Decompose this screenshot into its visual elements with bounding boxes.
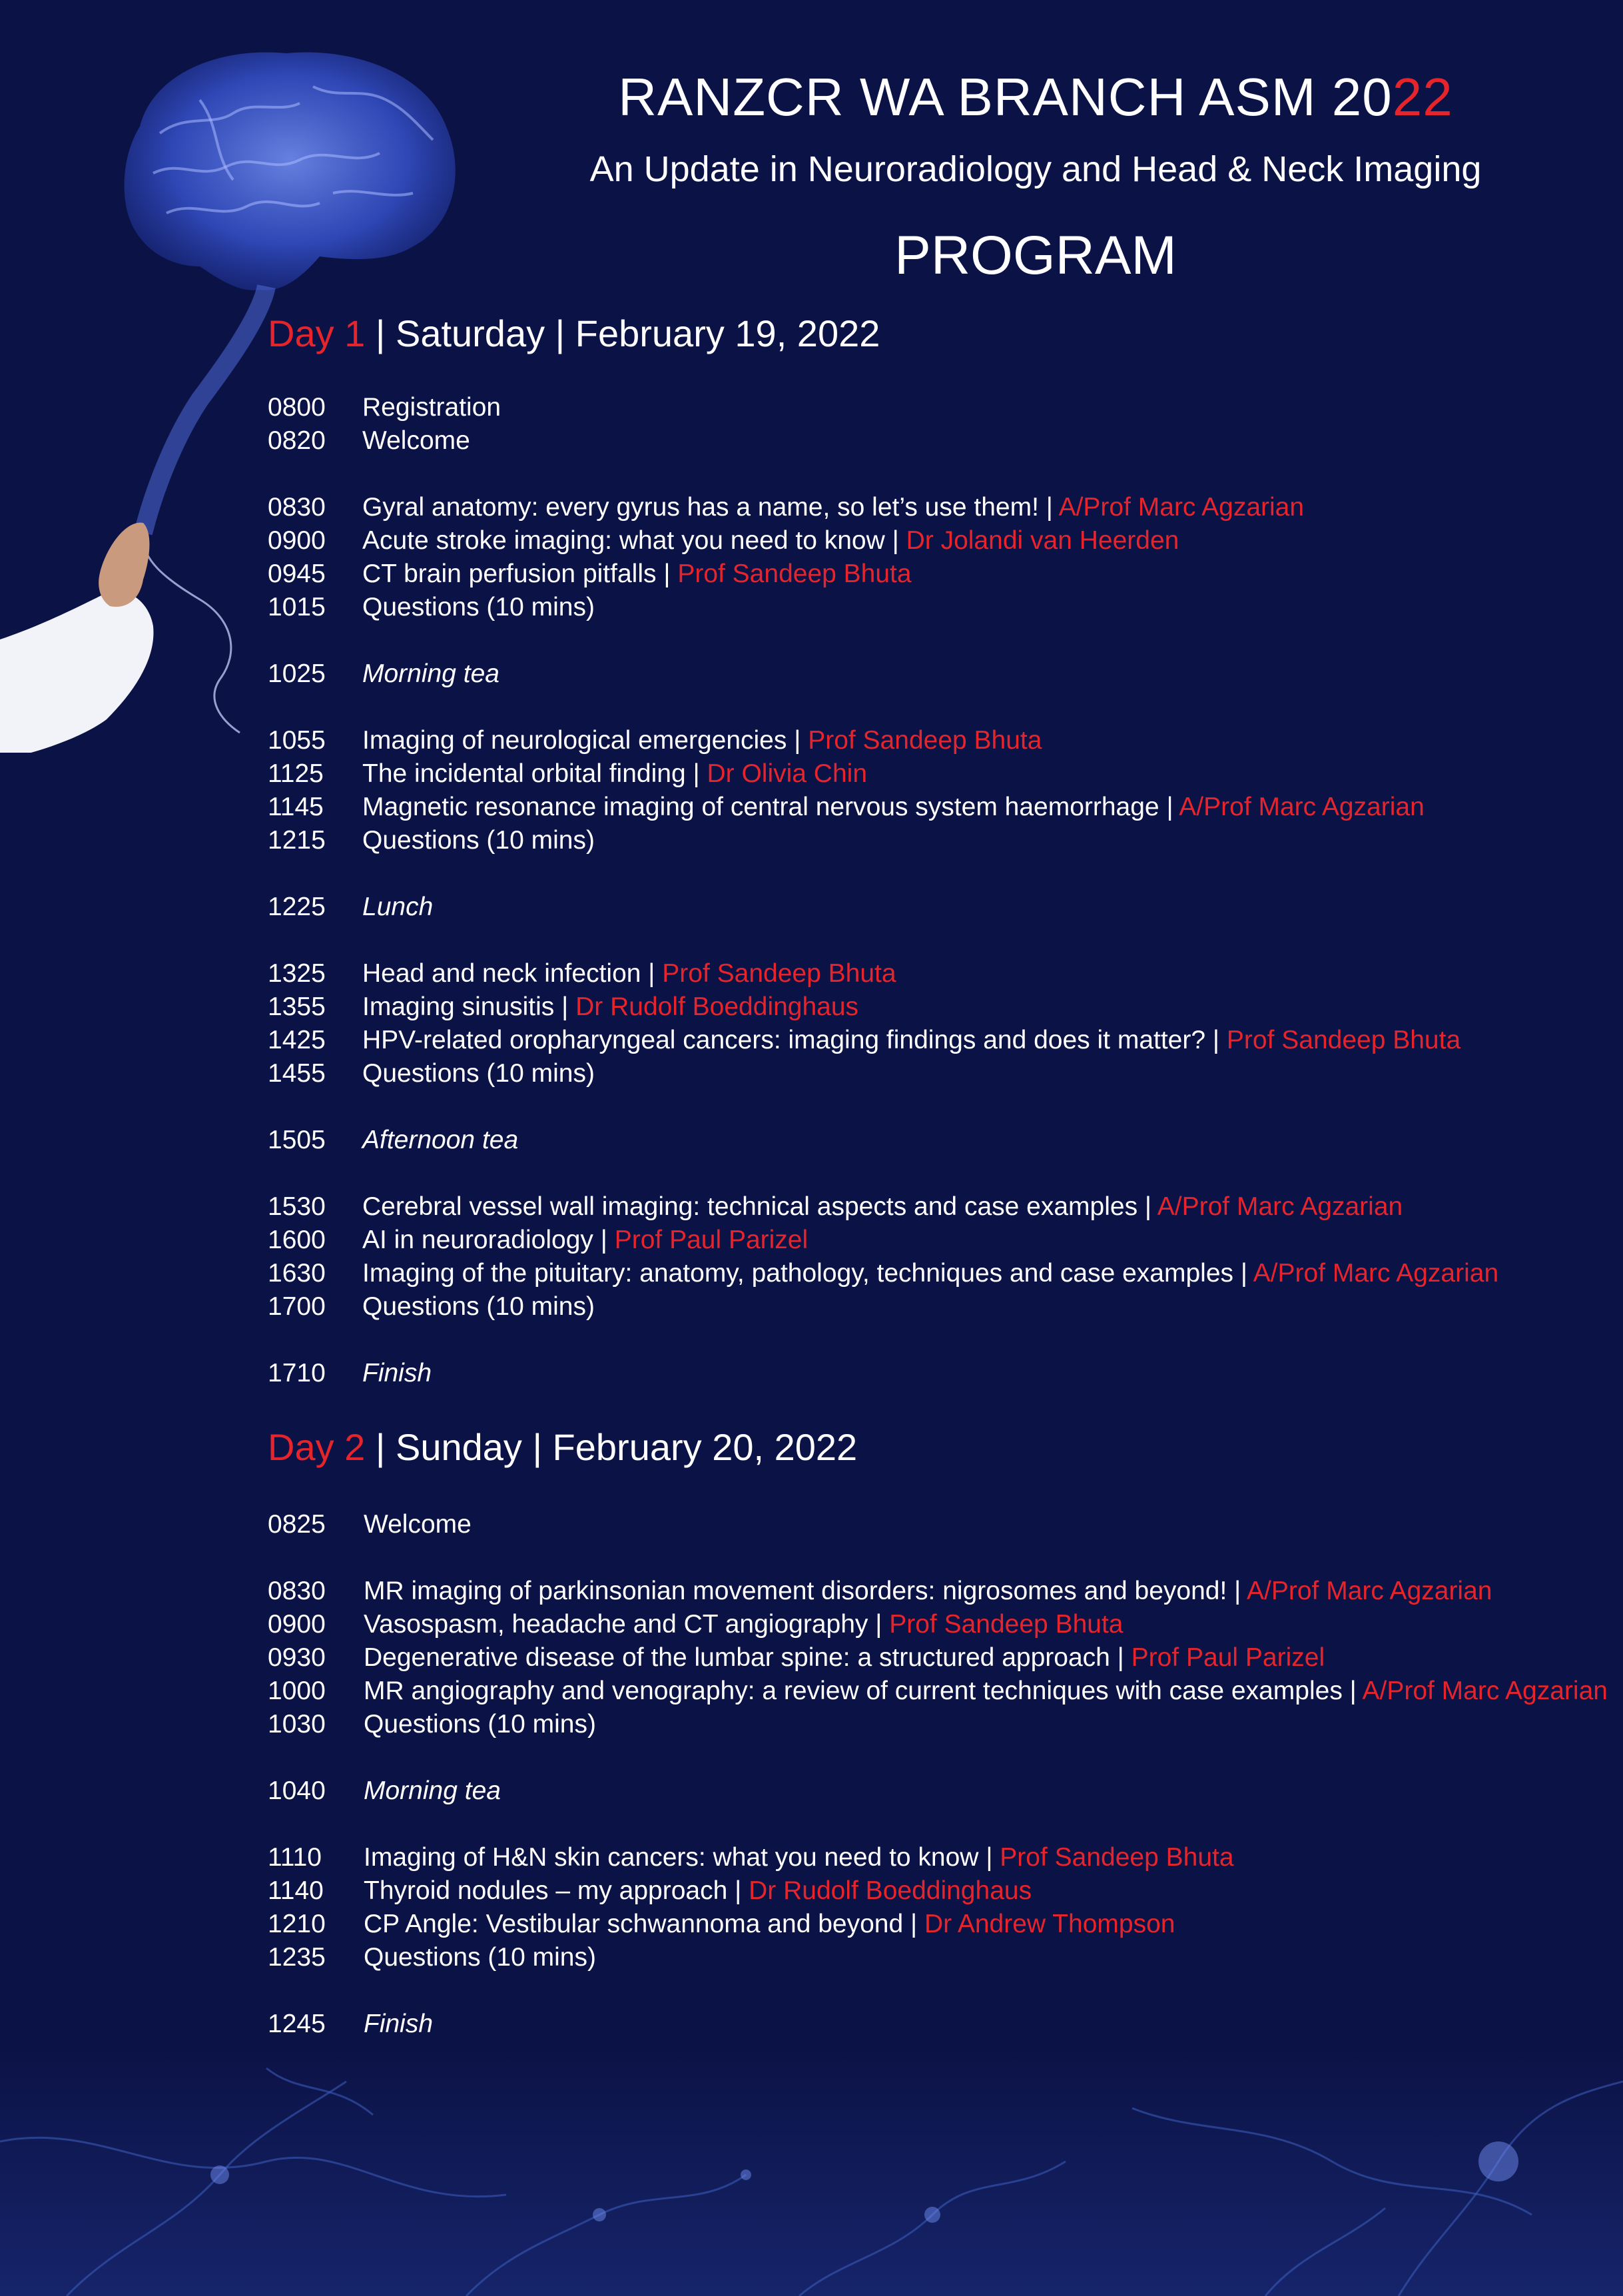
session-time: 1425 (268, 1026, 326, 1054)
session-title: Lunch (362, 893, 434, 921)
event-subtitle: An Update in Neuroradiology and Head & Neck Imaging (589, 149, 1482, 189)
session-time: 1110 (268, 1843, 322, 1872)
speaker-separator: | (554, 992, 576, 1021)
schedule-row (268, 1841, 1620, 1874)
session-title: Finish (364, 2010, 434, 2038)
session-time: 0820 (268, 426, 326, 455)
schedule-row (268, 2008, 1620, 2041)
session-time: 1505 (268, 1126, 326, 1154)
session-title: MR imaging of parkinsonian movement disorders: nigrosomes and beyond! (364, 1577, 1227, 1605)
session-description (362, 424, 470, 458)
session-title: Thyroid nodules – my approach (364, 1876, 728, 1905)
session-time: 1245 (268, 2010, 326, 2038)
session-time: 1600 (268, 1226, 326, 1254)
session-title: Questions (10 mins) (362, 593, 595, 621)
session-description (364, 1508, 472, 1541)
session-speaker: Dr Rudolf Boeddinghaus (575, 992, 859, 1021)
session-title: Questions (10 mins) (364, 1710, 596, 1738)
schedule-row (268, 1024, 1620, 1057)
session-speaker: A/Prof Marc Agzarian (1253, 1259, 1499, 1288)
session-title: Registration (362, 393, 501, 422)
session-description (362, 724, 1042, 757)
speaker-separator: | (1342, 1677, 1363, 1705)
day-2-schedule (268, 1508, 1620, 2041)
session-title: MR angiography and venography: a review of current techniques with case examples (364, 1677, 1343, 1705)
speaker-separator: | (1205, 1026, 1227, 1054)
session-description (362, 1290, 595, 1324)
session-title: AI in neuroradiology (362, 1226, 593, 1254)
session-time: 1455 (268, 1059, 326, 1088)
session-time: 1530 (268, 1192, 326, 1221)
neuron-background (0, 2042, 1623, 2296)
schedule-row (268, 1941, 1620, 1974)
session-speaker: Prof Sandeep Bhuta (889, 1610, 1124, 1639)
speaker-separator: | (685, 759, 707, 788)
day-2-label: Day 2 (268, 1426, 366, 1468)
session-title: Imaging sinusitis (362, 992, 555, 1021)
session-description (364, 1708, 596, 1741)
session-description (362, 824, 595, 857)
session-time: 0900 (268, 1610, 326, 1639)
day-2-date: | Sunday | February 20, 2022 (365, 1426, 858, 1468)
session-speaker: Dr Rudolf Boeddinghaus (749, 1876, 1032, 1905)
session-time: 0825 (268, 1510, 326, 1539)
speaker-separator: | (978, 1843, 1000, 1872)
session-description (362, 591, 595, 624)
day-1-schedule (268, 391, 1620, 1390)
schedule-row (268, 1290, 1620, 1324)
session-time: 1710 (268, 1359, 326, 1387)
session-title: Imaging of the pituitary: anatomy, pathology, techniques and case examples (362, 1259, 1234, 1288)
session-speaker: A/Prof Marc Agzarian (1157, 1192, 1403, 1221)
schedule-row (268, 791, 1620, 824)
session-time: 1630 (268, 1259, 326, 1288)
day-1-date: | Saturday | February 19, 2022 (365, 312, 880, 354)
speaker-separator: | (1137, 1192, 1157, 1221)
program-heading: PROGRAM (894, 225, 1177, 286)
session-speaker: Prof Sandeep Bhuta (1226, 1026, 1461, 1054)
day-1-label: Day 1 (268, 312, 366, 354)
speaker-separator: | (884, 526, 906, 555)
session-speaker: A/Prof Marc Agzarian (1362, 1677, 1608, 1705)
session-title: Afternoon tea (362, 1126, 519, 1154)
session-description (364, 1941, 596, 1974)
speaker-separator: | (656, 560, 678, 588)
session-time: 1040 (268, 1776, 326, 1805)
speaker-separator: | (903, 1910, 924, 1938)
session-title: Head and neck infection (362, 959, 641, 988)
session-description (362, 1224, 808, 1257)
session-time: 0945 (268, 560, 326, 588)
event-title (506, 65, 1565, 129)
session-description (364, 1608, 1124, 1641)
schedule-row (268, 1874, 1620, 1908)
session-title: Questions (10 mins) (362, 826, 595, 855)
session-description (362, 391, 501, 424)
schedule-row (268, 1675, 1620, 1708)
event-title-main: RANZCR WA BRANCH ASM 20 (618, 67, 1393, 127)
schedule-row (268, 1641, 1620, 1675)
schedule-row (268, 1190, 1620, 1224)
session-title: HPV-related oropharyngeal cancers: imaging findings and does it matter? (362, 1026, 1206, 1054)
speaker-separator: | (641, 959, 663, 988)
schedule-row (268, 757, 1620, 791)
session-speaker: Prof Sandeep Bhuta (1000, 1843, 1234, 1872)
session-title: Welcome (364, 1510, 472, 1539)
schedule-row (268, 1608, 1620, 1641)
speaker-separator: | (1110, 1643, 1132, 1672)
session-description (362, 491, 1304, 524)
schedule-row (268, 724, 1620, 757)
session-title: Magnetic resonance imaging of central nervous system haemorrhage (362, 793, 1159, 821)
session-description (362, 1357, 432, 1390)
session-description (364, 1774, 501, 1808)
session-time: 1325 (268, 959, 326, 988)
session-description (364, 1575, 1492, 1608)
speaker-separator: | (1038, 493, 1059, 522)
session-description (362, 657, 499, 691)
session-title: Questions (10 mins) (364, 1943, 596, 1972)
session-title: Finish (362, 1359, 432, 1387)
day-1-heading (268, 310, 880, 357)
session-title: The incidental orbital finding (362, 759, 686, 788)
schedule-row (268, 957, 1620, 990)
schedule-row (268, 657, 1620, 691)
session-description (364, 1874, 1032, 1908)
session-description (362, 957, 896, 990)
session-speaker: A/Prof Marc Agzarian (1058, 493, 1305, 522)
session-speaker: Prof Sandeep Bhuta (808, 726, 1042, 755)
session-time: 1355 (268, 992, 326, 1021)
schedule-row (268, 1575, 1620, 1608)
speaker-separator: | (593, 1226, 615, 1254)
session-description (362, 1024, 1461, 1057)
session-title: Welcome (362, 426, 470, 455)
session-description (364, 1908, 1175, 1941)
session-description (364, 1841, 1234, 1874)
session-title: Gyral anatomy: every gyrus has a name, so let’s use them! (362, 493, 1039, 522)
session-speaker: Prof Paul Parizel (1131, 1643, 1325, 1672)
session-time: 1000 (268, 1677, 326, 1705)
session-speaker: Dr Jolandi van Heerden (906, 526, 1179, 555)
schedule-row (268, 990, 1620, 1024)
session-title: Morning tea (362, 659, 499, 688)
event-title-year-accent: 22 (1392, 67, 1453, 127)
schedule-row (268, 1357, 1620, 1390)
schedule-row (268, 1908, 1620, 1941)
session-time: 1225 (268, 893, 326, 921)
session-description (364, 1641, 1325, 1675)
session-description (362, 891, 433, 924)
session-title: Vasospasm, headache and CT angiography (364, 1610, 868, 1639)
session-time: 1215 (268, 826, 326, 855)
session-time: 0830 (268, 493, 326, 522)
schedule-row (268, 491, 1620, 524)
session-description (362, 1190, 1403, 1224)
schedule-row (268, 1508, 1620, 1541)
session-title: Questions (10 mins) (362, 1059, 595, 1088)
session-description (362, 1257, 1498, 1290)
session-time: 1025 (268, 659, 326, 688)
session-title: CP Angle: Vestibular schwannoma and beyond (364, 1910, 904, 1938)
schedule-row (268, 424, 1620, 458)
speaker-separator: | (1233, 1259, 1253, 1288)
speaker-separator: | (1159, 793, 1179, 821)
session-speaker: A/Prof Marc Agzarian (1179, 793, 1425, 821)
session-description (362, 791, 1425, 824)
session-title: Imaging of H&N skin cancers: what you need to know (364, 1843, 979, 1872)
session-description (362, 1124, 518, 1157)
session-speaker: A/Prof Marc Agzarian (1247, 1577, 1492, 1605)
schedule-row (268, 391, 1620, 424)
session-title: Questions (10 mins) (362, 1292, 595, 1321)
schedule-row (268, 1257, 1620, 1290)
schedule-row (268, 558, 1620, 591)
session-time: 0900 (268, 526, 326, 555)
schedule-row (268, 1124, 1620, 1157)
session-description (362, 558, 912, 591)
session-title: Imaging of neurological emergencies (362, 726, 787, 755)
session-time: 1125 (268, 759, 324, 788)
session-description (362, 1057, 595, 1090)
session-time: 1140 (268, 1876, 324, 1905)
session-time: 0830 (268, 1577, 326, 1605)
session-speaker: Dr Olivia Chin (707, 759, 868, 788)
speaker-separator: | (787, 726, 809, 755)
session-title: Morning tea (364, 1776, 501, 1805)
session-time: 1235 (268, 1943, 326, 1972)
session-title: Degenerative disease of the lumbar spine: a structured approach (364, 1643, 1110, 1672)
session-title: Cerebral vessel wall imaging: technical aspects and case examples (362, 1192, 1138, 1221)
schedule-row (268, 524, 1620, 558)
session-description (362, 757, 867, 791)
session-speaker: Prof Sandeep Bhuta (677, 560, 912, 588)
schedule-row (268, 1057, 1620, 1090)
session-time: 1055 (268, 726, 326, 755)
schedule-row (268, 1708, 1620, 1741)
speaker-separator: | (1227, 1577, 1247, 1605)
session-description (364, 2008, 433, 2041)
session-description (362, 990, 858, 1024)
session-time: 0930 (268, 1643, 326, 1672)
session-title: CT brain perfusion pitfalls (362, 560, 657, 588)
schedule-row (268, 591, 1620, 624)
schedule-row (268, 1774, 1620, 1808)
day-2-heading (268, 1424, 857, 1471)
session-speaker: Dr Andrew Thompson (924, 1910, 1175, 1938)
session-speaker: Prof Sandeep Bhuta (662, 959, 896, 988)
session-time: 1700 (268, 1292, 326, 1321)
schedule-row (268, 824, 1620, 857)
schedule-row (268, 1224, 1620, 1257)
session-description (364, 1675, 1608, 1708)
session-time: 0800 (268, 393, 326, 422)
session-speaker: Prof Paul Parizel (614, 1226, 809, 1254)
session-title: Acute stroke imaging: what you need to know (362, 526, 885, 555)
speaker-separator: | (727, 1876, 749, 1905)
session-time: 1145 (268, 793, 324, 821)
session-time: 1015 (268, 593, 326, 621)
session-description (362, 524, 1179, 558)
schedule-row (268, 891, 1620, 924)
session-time: 1030 (268, 1710, 326, 1738)
session-time: 1210 (268, 1910, 326, 1938)
speaker-separator: | (868, 1610, 890, 1639)
